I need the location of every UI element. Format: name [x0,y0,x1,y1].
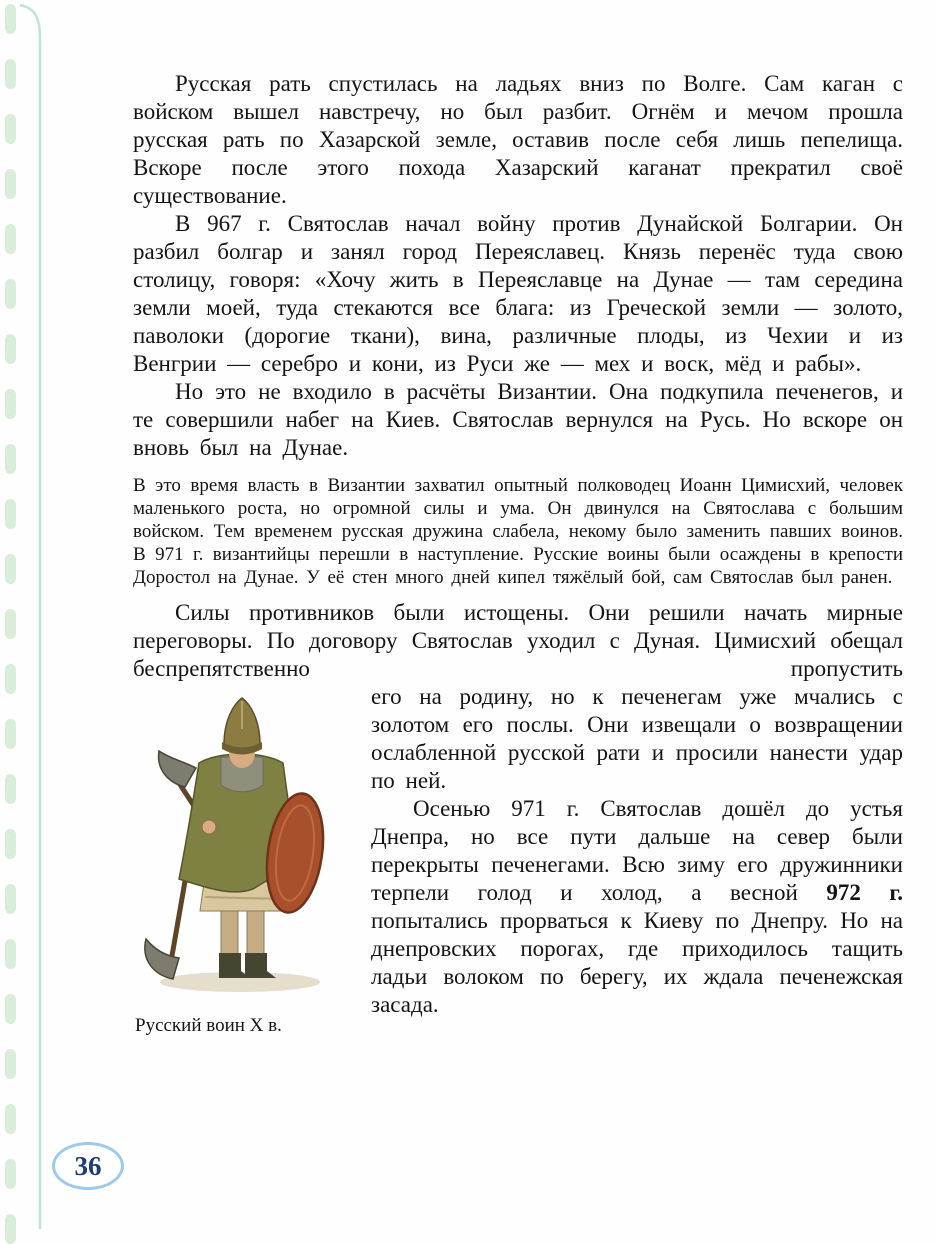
paragraph-2: В 967 г. Святослав начал войну против Дунайской Болгарии. Он разбил болгар и занял город Переяславец. Князь перенёс туда свою столицу, говоря: «Хочу жить в Переяславце на Дунае — там середина земли моей, туда стекаются все блага: из Греческой земли — золото, паволоки (дорогие ткани), вина, различные плоды, из Чехии и из Венгрии — серебро и кони, из Руси же — мех и воск, мёд и рабы». [133,211,903,376]
edge-tick [5,1214,16,1244]
page-number-badge [52,1142,124,1190]
edge-tick [5,1159,16,1189]
edge-tick [5,774,16,804]
page-content [133,70,903,1041]
page-number: 36 [74,1150,102,1181]
edge-tick [5,939,16,969]
paragraph-1: Русская рать спустилась на ладьях вниз по Волге. Сам каган с войском вышел навстречу, но был разбит. Огнём и мечом прошла русская рать по Хазарской земле, оставив после себя лишь пепелища. Вскоре после этого похода Хазарский каганат прекратил своё существование. [133,71,903,208]
paragraph-5-text-end: попытались прорваться к Киеву по Днепру. Но на днепровских порогах, где приходилось тащить ладьи волоком по берегу, их ждала печенежская засада. [371,908,903,1017]
edge-tick [5,389,16,419]
edge-tick [5,444,16,474]
figure-text-wrap [133,683,903,1041]
small-print-paragraph: В это время власть в Византии захватил опытный полководец Иоанн Цимисхий, человек маленького роста, но огромной силы и ума. Он двинулся на Святослава с большим войском. Тем временем русская дружина слабела, некому было заменить павших воинов. В 971 г. византийцы перешли в наступление. Русские воины были осаждены в крепости Доростол на Дунае. У её стен много дней кипел тяжёлый бой, сам Святослав был ранен. [133,475,903,588]
edge-tick [5,829,16,859]
paragraph-4-start: Силы противников были истощены. Они решили начать мирные переговоры. По договору Святослав уходил с Дуная. Цимисхий обещал беспрепятственно пропустить [133,600,903,681]
paragraph-3: Но это не входило в расчёты Византии. Она подкупила печенегов, и те совершили набег на Киев. Святослав вернулся на Русь. Но вскоре он вновь был на Дунае. [133,379,903,460]
edge-tick [5,609,16,639]
edge-tick [5,59,16,89]
edge-tick [5,1104,16,1134]
warrior-illustration [135,689,353,1037]
edge-tick [5,1049,16,1079]
edge-tick [5,114,16,144]
warrior-figure-image [135,689,345,999]
figure-caption: Русский воин X в. [135,1015,282,1036]
edge-tick [5,664,16,694]
edge-tick [5,224,16,254]
edge-tick [5,334,16,364]
edge-tick [5,279,16,309]
edge-tick [5,994,16,1024]
edge-tick [5,169,16,199]
edge-tick [5,884,16,914]
edge-tick [5,499,16,529]
edge-tick [5,4,16,34]
paragraph-4-continued: его на родину, но к печенегам уже мчались с золотом его послы. Они извещали о возвращении ослабленной русской рати и просили нанести удар по ней. [371,684,903,793]
edge-tick [5,554,16,584]
edge-tick [5,719,16,749]
paragraph-5-text-start: Осенью 971 г. Святослав дошёл до устья Днепра, но все пути дальше на север были перекрыты печенегами. Всю зиму его дружинники терпели голод и холод, а весной [371,796,903,905]
paragraph-5-bold-year: 972 г. [826,880,903,905]
